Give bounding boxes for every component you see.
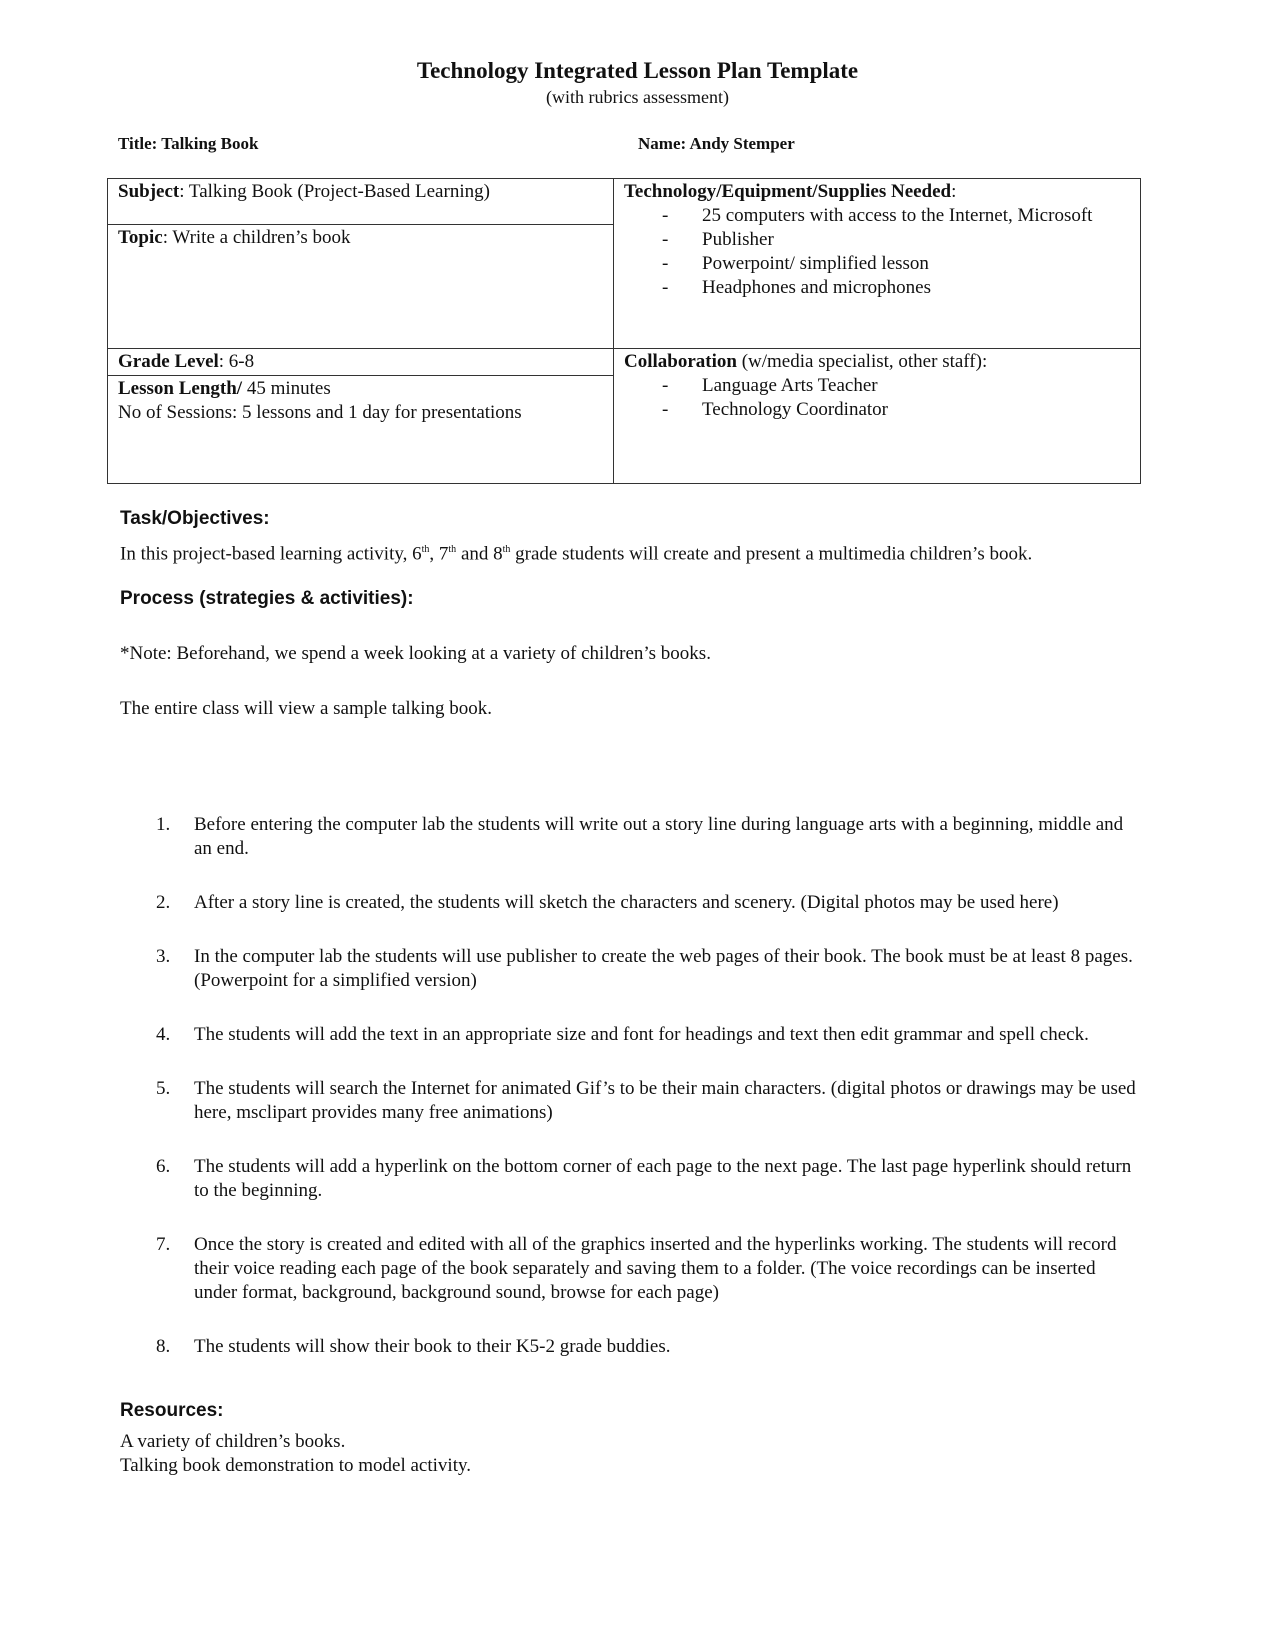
- list-item: 2. After a story line is created, the students will sketch the characters and scenery. (Digital photos may be used here): [156, 892, 1059, 913]
- lesson-length-cell: [108, 376, 614, 484]
- task-text: In this project-based learning activity, 6th, 7th and 8th grade students will create and present a multimedia children’s book.: [120, 543, 1033, 565]
- technology-cell: [614, 179, 1141, 349]
- topic-value: : Write a children’s book: [162, 227, 351, 248]
- list-item: 3. In the computer lab the students will use publisher to create the web pages of their book. The book must be at least 8 pages. (Powerpoint for a simplified version): [156, 946, 1133, 991]
- grade-value: : 6-8: [218, 351, 255, 372]
- lesson-info-table: [107, 178, 1141, 484]
- collaboration-value: (w/media specialist, other staff):: [736, 351, 988, 372]
- author-name: Name: Andy Stemper: [638, 134, 795, 153]
- collaboration-list: [624, 374, 1130, 422]
- resources-heading: Resources:: [120, 1400, 224, 1421]
- list-item: - 25 computers with access to the Internet, Microsoft: [662, 204, 1130, 228]
- process-heading: Process (strategies & activities):: [120, 588, 414, 609]
- technology-colon: :: [951, 181, 957, 202]
- list-item: A variety of children’s books.: [120, 1431, 346, 1452]
- grade-label: Grade Level: [118, 351, 219, 372]
- grade-cell: [108, 349, 614, 376]
- topic-cell: [108, 225, 614, 349]
- document-title: Technology Integrated Lesson Plan Template: [416, 58, 859, 83]
- subject-label: Subject: [118, 181, 180, 202]
- list-item: - Publisher: [662, 228, 1130, 252]
- technology-list: [624, 204, 1130, 300]
- list-item: 1. Before entering the computer lab the students will write out a story line during language arts with a beginning, middle and an end.: [156, 814, 1124, 859]
- resources-list: [120, 1430, 471, 1478]
- list-item: - Language Arts Teacher: [662, 374, 1130, 398]
- document-subtitle: (with rubrics assessment): [546, 87, 729, 107]
- sessions-text: No of Sessions: 5 lessons and 1 day for presentations: [118, 402, 522, 423]
- list-item: 5. The students will search the Internet for animated Gif’s to be their main characters. (digital photos or drawings may be used here, msclipart provides many free animations): [156, 1078, 1136, 1123]
- lesson-length-value: 45 minutes: [242, 378, 331, 399]
- list-item: - Powerpoint/ simplified lesson: [662, 252, 1130, 276]
- list-item: - Technology Coordinator: [662, 398, 1130, 422]
- subject-value: : Talking Book (Project-Based Learning): [179, 181, 490, 202]
- task-heading: Task/Objectives:: [120, 508, 270, 529]
- process-intro: The entire class will view a sample talking book.: [120, 698, 492, 719]
- lesson-title: Title: Talking Book: [118, 134, 259, 153]
- collaboration-label: Collaboration: [624, 351, 737, 372]
- list-item: 7. Once the story is created and edited with all of the graphics inserted and the hyperlinks working. The students will record their voice reading each page of the book separately and saving them to a folder. (The voice recordings can be inserted under format, background, background sound, browse for each page): [156, 1234, 1117, 1303]
- process-steps: [118, 813, 1138, 1389]
- list-item: 6. The students will add a hyperlink on the bottom corner of each page to the next page. The last page hyperlink should return to the beginning.: [156, 1156, 1132, 1201]
- topic-label: Topic: [118, 227, 163, 248]
- list-item: - Headphones and microphones: [662, 276, 1130, 300]
- technology-label: Technology/Equipment/Supplies Needed: [624, 181, 952, 202]
- lesson-length-label: Lesson Length/: [118, 378, 243, 399]
- collaboration-cell: [614, 349, 1141, 484]
- process-note: *Note: Beforehand, we spend a week looking at a variety of children’s books.: [120, 643, 711, 664]
- list-item: 8. The students will show their book to their K5-2 grade buddies.: [156, 1336, 671, 1357]
- subject-cell: [108, 179, 614, 225]
- list-item: Talking book demonstration to model activity.: [120, 1455, 471, 1476]
- list-item: 4. The students will add the text in an appropriate size and font for headings and text then edit grammar and spell check.: [156, 1024, 1089, 1045]
